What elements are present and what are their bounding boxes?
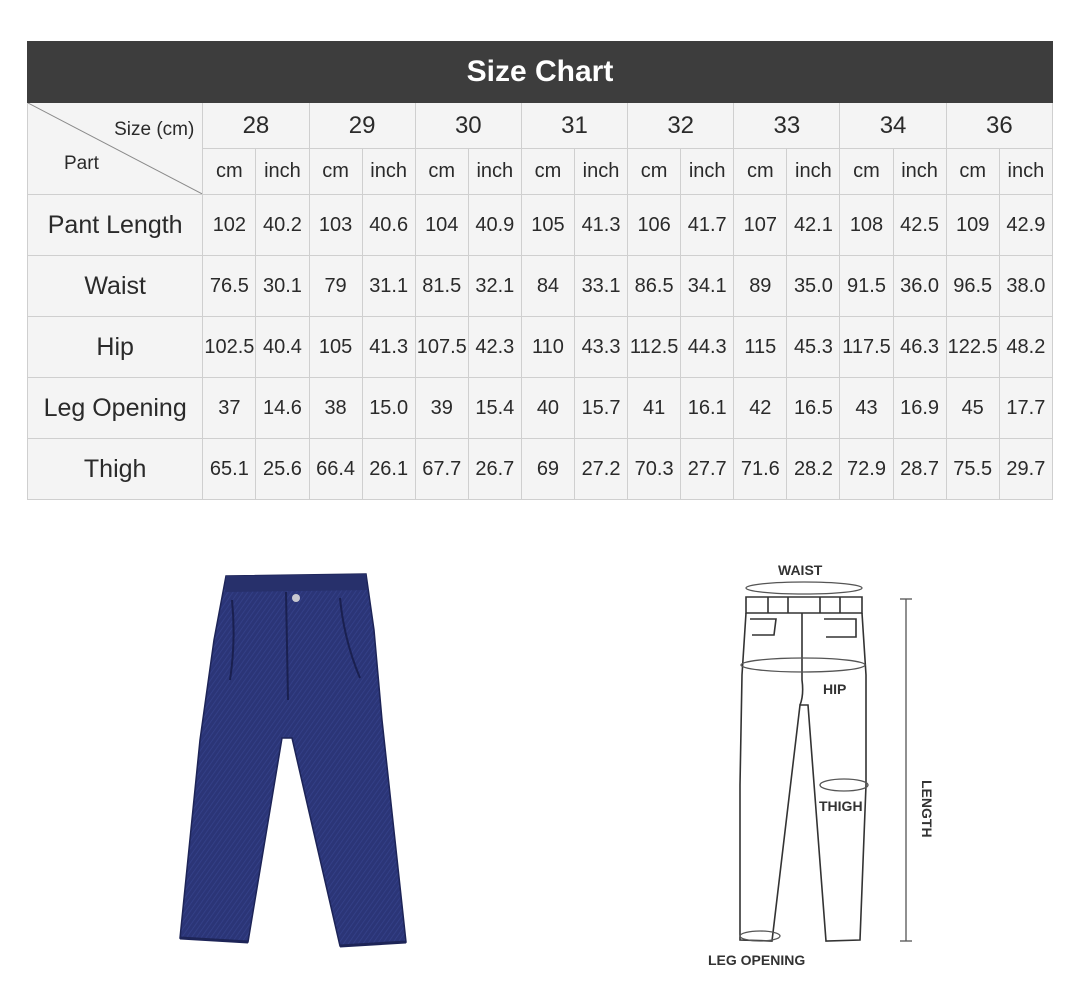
jeans-body — [180, 574, 406, 946]
table-cell: 42 — [734, 378, 787, 439]
hip-label: HIP — [823, 681, 847, 697]
unit-header-cm: cm — [415, 149, 468, 195]
table-cell: 112.5 — [628, 317, 681, 378]
size-header-36: 36 — [946, 103, 1052, 149]
size-header-28: 28 — [203, 103, 309, 149]
hip-measure — [741, 658, 865, 672]
table-cell: 45.3 — [787, 317, 840, 378]
table-cell: 72.9 — [840, 439, 893, 500]
table-cell: 38 — [309, 378, 362, 439]
unit-header-cm: cm — [840, 149, 893, 195]
unit-header-cm: cm — [203, 149, 256, 195]
table-cell: 46.3 — [893, 317, 946, 378]
leg-opening-measure — [740, 931, 780, 941]
table-row — [28, 195, 1053, 256]
table-cell: 40.4 — [256, 317, 309, 378]
table-cell: 96.5 — [946, 256, 999, 317]
diagram-waistband — [746, 597, 862, 613]
table-cell: 15.0 — [362, 378, 415, 439]
unit-header-inch: inch — [468, 149, 521, 195]
part-name: Waist — [28, 256, 203, 317]
table-cell: 45 — [946, 378, 999, 439]
table-cell: 26.7 — [468, 439, 521, 500]
table-cell: 41.7 — [681, 195, 734, 256]
table-cell: 40.6 — [362, 195, 415, 256]
table-cell: 26.1 — [362, 439, 415, 500]
table-cell: 66.4 — [309, 439, 362, 500]
table-cell: 42.5 — [893, 195, 946, 256]
table-cell: 30.1 — [256, 256, 309, 317]
button — [292, 594, 300, 602]
table-row — [28, 439, 1053, 500]
diagram-right-pocket — [824, 619, 856, 637]
table-cell: 29.7 — [999, 439, 1052, 500]
table-cell: 37 — [203, 378, 256, 439]
unit-header-cm: cm — [309, 149, 362, 195]
table-cell: 104 — [415, 195, 468, 256]
table-cell: 42.1 — [787, 195, 840, 256]
unit-header-inch: inch — [999, 149, 1052, 195]
size-chart-table — [27, 41, 1053, 500]
table-cell: 43.3 — [574, 317, 627, 378]
table-cell: 107 — [734, 195, 787, 256]
table-cell: 28.2 — [787, 439, 840, 500]
table-cell: 81.5 — [415, 256, 468, 317]
table-cell: 41.3 — [362, 317, 415, 378]
unit-header-cm: cm — [628, 149, 681, 195]
table-cell: 16.9 — [893, 378, 946, 439]
table-cell: 91.5 — [840, 256, 893, 317]
table-cell: 106 — [628, 195, 681, 256]
unit-header-inch: inch — [681, 149, 734, 195]
unit-header-inch: inch — [362, 149, 415, 195]
jeans-photo — [170, 570, 420, 955]
table-cell: 33.1 — [574, 256, 627, 317]
size-header-32: 32 — [628, 103, 734, 149]
table-cell: 117.5 — [840, 317, 893, 378]
unit-header-cm: cm — [521, 149, 574, 195]
table-cell: 84 — [521, 256, 574, 317]
table-cell: 105 — [521, 195, 574, 256]
table-cell: 40.9 — [468, 195, 521, 256]
part-label: Part — [64, 153, 99, 174]
table-cell: 27.2 — [574, 439, 627, 500]
corner-header — [28, 103, 203, 195]
part-name: Leg Opening — [28, 378, 203, 439]
table-cell: 108 — [840, 195, 893, 256]
table-cell: 15.4 — [468, 378, 521, 439]
diagram-left-pocket — [750, 619, 776, 635]
table-cell: 16.1 — [681, 378, 734, 439]
table-cell: 36.0 — [893, 256, 946, 317]
table-cell: 102 — [203, 195, 256, 256]
table-cell: 71.6 — [734, 439, 787, 500]
waist-label: WAIST — [778, 562, 823, 578]
leg-opening-label: LEG OPENING — [708, 952, 806, 968]
table-cell: 70.3 — [628, 439, 681, 500]
table-cell: 41 — [628, 378, 681, 439]
table-cell: 35.0 — [787, 256, 840, 317]
table-cell: 89 — [734, 256, 787, 317]
length-label: LENGTH — [919, 780, 935, 838]
size-header-29: 29 — [309, 103, 415, 149]
table-cell: 39 — [415, 378, 468, 439]
table-cell: 31.1 — [362, 256, 415, 317]
table-cell: 38.0 — [999, 256, 1052, 317]
table-cell: 41.3 — [574, 195, 627, 256]
table-cell: 110 — [521, 317, 574, 378]
table-cell: 15.7 — [574, 378, 627, 439]
waistband — [225, 574, 367, 592]
table-cell: 40.2 — [256, 195, 309, 256]
table-cell: 14.6 — [256, 378, 309, 439]
corner-diagonal — [28, 103, 202, 194]
diagram-fly — [800, 613, 803, 705]
table-cell: 48.2 — [999, 317, 1052, 378]
diagram-outline — [740, 613, 866, 941]
unit-header-inch: inch — [574, 149, 627, 195]
part-name: Hip — [28, 317, 203, 378]
measurement-diagram — [690, 555, 960, 975]
table-cell: 75.5 — [946, 439, 999, 500]
unit-header-inch: inch — [787, 149, 840, 195]
unit-header-inch: inch — [256, 149, 309, 195]
table-cell: 102.5 — [203, 317, 256, 378]
table-cell: 103 — [309, 195, 362, 256]
table-cell: 115 — [734, 317, 787, 378]
table-cell: 67.7 — [415, 439, 468, 500]
unit-header-cm: cm — [946, 149, 999, 195]
thigh-label: THIGH — [819, 798, 863, 814]
size-header-33: 33 — [734, 103, 840, 149]
table-cell: 28.7 — [893, 439, 946, 500]
table-cell: 42.3 — [468, 317, 521, 378]
table-cell: 69 — [521, 439, 574, 500]
size-chart-title: Size Chart — [28, 42, 1053, 103]
table-cell: 16.5 — [787, 378, 840, 439]
part-name: Pant Length — [28, 195, 203, 256]
table-cell: 79 — [309, 256, 362, 317]
table-cell: 17.7 — [999, 378, 1052, 439]
table-row — [28, 317, 1053, 378]
table-cell: 32.1 — [468, 256, 521, 317]
table-cell: 107.5 — [415, 317, 468, 378]
part-name: Thigh — [28, 439, 203, 500]
table-cell: 40 — [521, 378, 574, 439]
table-row — [28, 378, 1053, 439]
size-header-34: 34 — [840, 103, 946, 149]
table-cell: 27.7 — [681, 439, 734, 500]
unit-header-cm: cm — [734, 149, 787, 195]
table-cell: 109 — [946, 195, 999, 256]
size-header-31: 31 — [521, 103, 627, 149]
table-cell: 105 — [309, 317, 362, 378]
unit-header-inch: inch — [893, 149, 946, 195]
table-cell: 65.1 — [203, 439, 256, 500]
belt-loops — [768, 597, 840, 613]
thigh-measure — [820, 779, 868, 791]
table-cell: 42.9 — [999, 195, 1052, 256]
table-cell: 76.5 — [203, 256, 256, 317]
size-header-30: 30 — [415, 103, 521, 149]
table-row — [28, 256, 1053, 317]
table-cell: 44.3 — [681, 317, 734, 378]
table-cell: 122.5 — [946, 317, 999, 378]
size-label: Size (cm) — [114, 119, 195, 140]
waist-measure — [746, 582, 862, 594]
table-cell: 86.5 — [628, 256, 681, 317]
table-cell: 25.6 — [256, 439, 309, 500]
table-cell: 34.1 — [681, 256, 734, 317]
table-cell: 43 — [840, 378, 893, 439]
